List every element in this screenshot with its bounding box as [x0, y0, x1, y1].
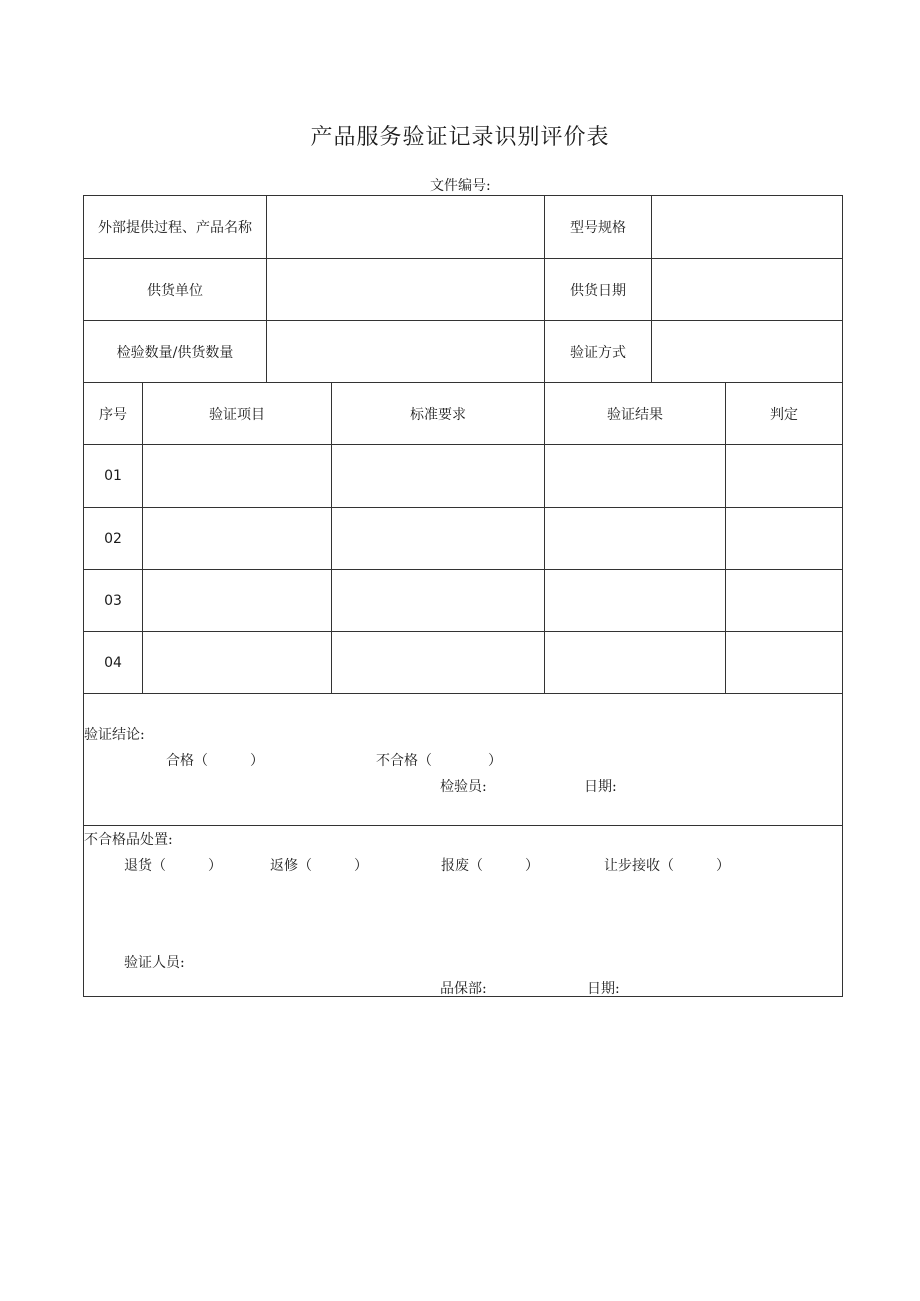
judgement-cell[interactable]: [726, 445, 842, 507]
judgement-cell[interactable]: [726, 508, 842, 569]
qa-dept-label: 品保部:: [440, 981, 487, 997]
column-header-standard: 标准要求: [410, 406, 466, 423]
conclusion-label: 验证结论:: [84, 727, 145, 743]
supply-date-label: 供货日期: [570, 282, 626, 299]
supply-date-field[interactable]: [652, 259, 842, 320]
supplier-label: 供货单位: [147, 282, 203, 299]
supplier-field[interactable]: [267, 259, 544, 320]
column-header-no: 序号: [99, 406, 127, 423]
judgement-cell[interactable]: [726, 632, 842, 693]
standard-cell[interactable]: [332, 508, 544, 569]
pass-option[interactable]: 合格（ ）: [166, 753, 264, 769]
disposal-label: 不合格品处置:: [84, 832, 173, 848]
return-option[interactable]: 退货（ ）: [124, 858, 222, 874]
model-spec-label: 型号规格: [570, 220, 626, 236]
rework-option[interactable]: 返修（ ）: [270, 858, 368, 874]
result-cell[interactable]: [545, 570, 725, 631]
fail-option[interactable]: 不合格（ ）: [376, 753, 502, 769]
verification-method-label: 验证方式: [570, 344, 626, 361]
verifier-label: 验证人员:: [124, 955, 185, 971]
product-name-label: 外部提供过程、产品名称: [98, 220, 252, 236]
standard-cell[interactable]: [332, 445, 544, 507]
verification-method-field[interactable]: [652, 321, 842, 382]
standard-cell[interactable]: [332, 570, 544, 631]
disposal-date-label: 日期:: [587, 981, 620, 997]
result-cell[interactable]: [545, 632, 725, 693]
product-name-field[interactable]: [267, 196, 544, 258]
row-number: 02: [104, 530, 122, 547]
form-title: 产品服务验证记录识别评价表: [310, 125, 610, 150]
quantity-field[interactable]: [267, 321, 544, 382]
verification-form: [83, 195, 843, 997]
item-cell[interactable]: [143, 445, 331, 507]
result-cell[interactable]: [545, 508, 725, 569]
inspector-label: 检验员:: [440, 779, 487, 795]
row-number: 01: [104, 468, 122, 484]
scrap-option[interactable]: 报废（ ）: [441, 858, 539, 874]
model-spec-field[interactable]: [652, 196, 842, 258]
item-cell[interactable]: [143, 632, 331, 693]
item-cell[interactable]: [143, 570, 331, 631]
row-number: 03: [104, 592, 122, 609]
item-cell[interactable]: [143, 508, 331, 569]
standard-cell[interactable]: [332, 632, 544, 693]
column-header-item: 验证项目: [209, 406, 265, 423]
concession-option[interactable]: 让步接收（ ）: [604, 858, 730, 874]
conclusion-date-label: 日期:: [584, 779, 617, 795]
doc-number-label: 文件编号:: [430, 178, 491, 194]
row-number: 04: [104, 654, 122, 671]
column-header-result: 验证结果: [607, 406, 663, 423]
result-cell[interactable]: [545, 445, 725, 507]
judgement-cell[interactable]: [726, 570, 842, 631]
quantity-label: 检验数量/供货数量: [116, 344, 234, 361]
column-header-judgement: 判定: [770, 406, 798, 423]
